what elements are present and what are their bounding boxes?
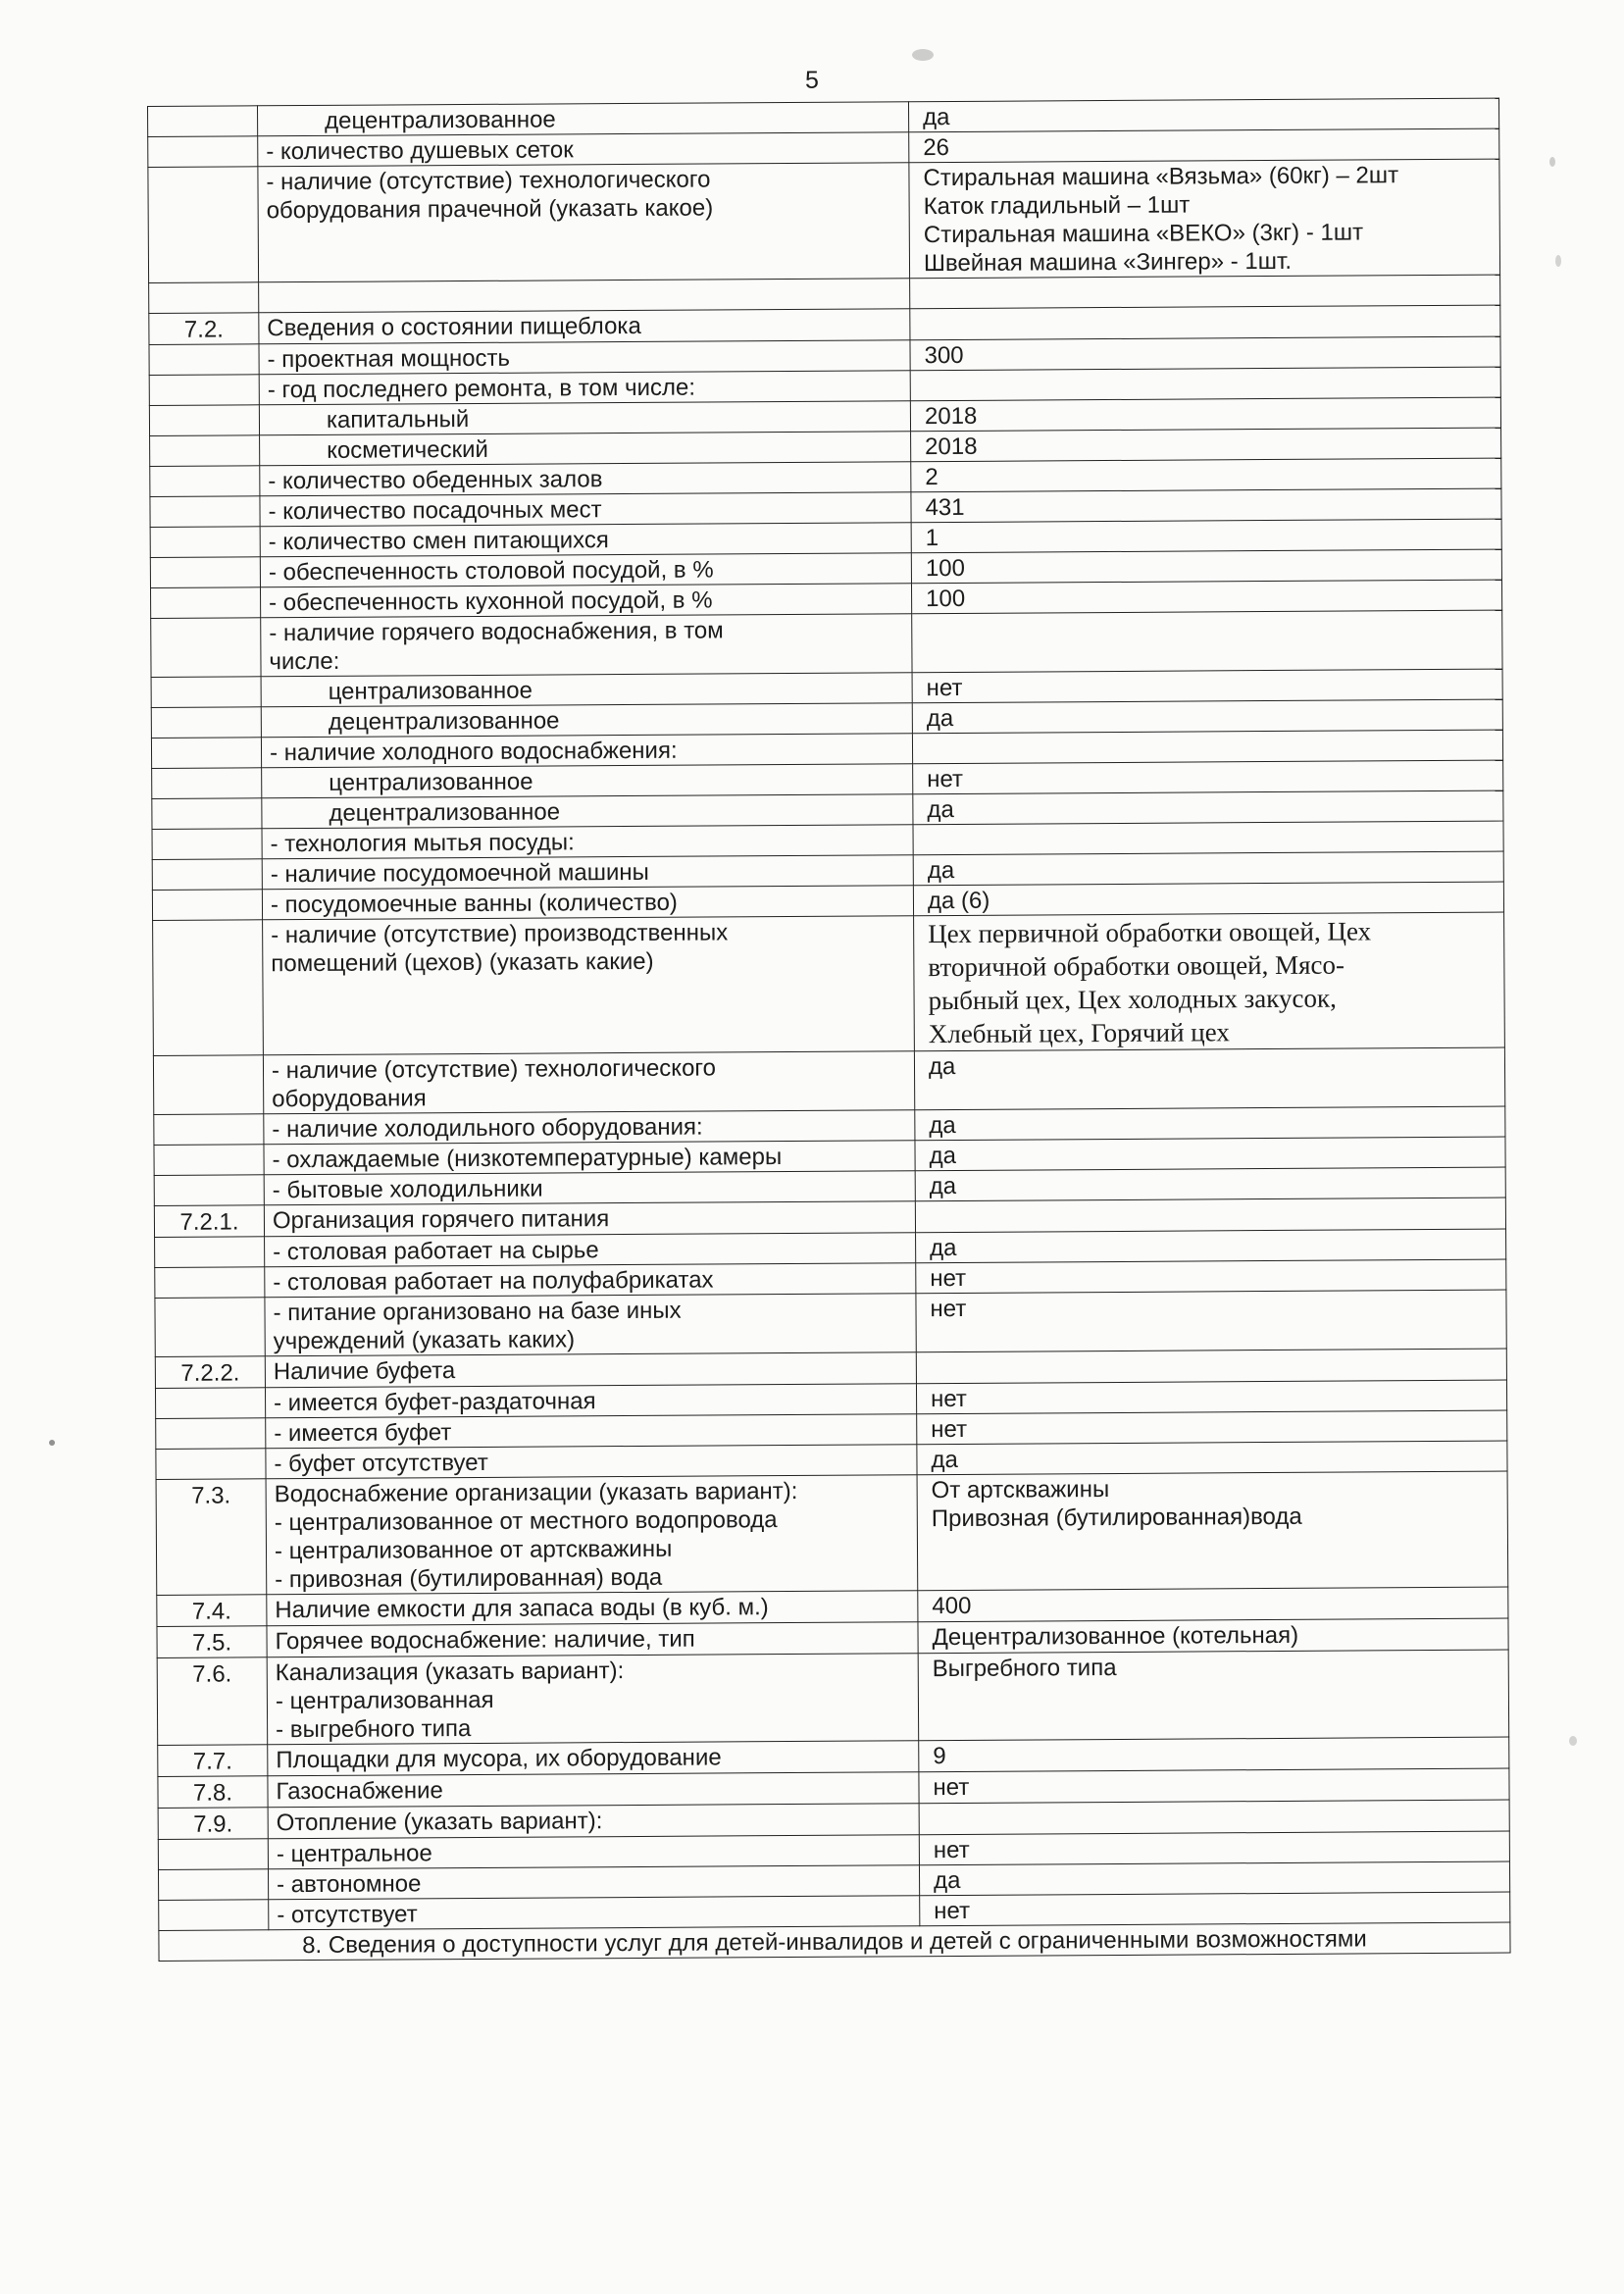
row-value — [913, 882, 1503, 916]
row-number: 7.4. — [157, 1595, 267, 1627]
row-label-line: - посудомоечные ванны (количество) — [270, 889, 678, 919]
row-value — [913, 821, 1503, 855]
row-label — [267, 1622, 918, 1657]
row-label-line: - столовая работает на сырье — [273, 1237, 599, 1266]
row-number — [152, 829, 262, 860]
row-label-line: - наличие (отсутствие) технологического — [271, 1054, 717, 1085]
row-label-line: - бытовые холодильники — [272, 1175, 543, 1204]
row-value-line: нет — [927, 765, 964, 793]
row-label — [262, 825, 913, 859]
row-value-line: 2018 — [925, 433, 978, 461]
scan-speck — [1569, 1736, 1577, 1746]
table-row — [156, 1471, 1508, 1595]
row-label-line: - централизованное от артскважины — [274, 1535, 673, 1565]
row-value — [911, 458, 1501, 492]
row-label-line: Площадки для мусора, их оборудование — [276, 1744, 722, 1774]
row-value-line: Швейная машина «Зингер» - 1шт. — [923, 247, 1293, 278]
table-row — [157, 1650, 1509, 1745]
row-label — [259, 340, 910, 375]
row-label — [261, 673, 912, 707]
row-value-line: нет — [930, 1264, 967, 1293]
row-number — [148, 167, 259, 283]
row-label-line: - наличие холодильного оборудования: — [272, 1113, 703, 1144]
row-label — [268, 1804, 919, 1839]
row-label-line: - наличие посудомоечной машины — [270, 858, 649, 889]
row-number — [150, 435, 260, 467]
row-label — [266, 1445, 917, 1479]
row-label — [262, 855, 913, 890]
row-value-line: да — [923, 104, 950, 131]
row-label-line: - количество душевых сеток — [266, 136, 574, 166]
row-label-line: Газоснабжение — [276, 1777, 443, 1806]
row-value-line: 300 — [924, 341, 964, 370]
row-label-line: - питание организовано на базе иных — [273, 1297, 682, 1327]
row-label-line: - обеспеченность кухонной посудой, в % — [269, 586, 713, 617]
row-value — [915, 1167, 1505, 1201]
row-value-line: 100 — [926, 585, 966, 613]
row-number — [151, 707, 261, 739]
row-label — [261, 614, 912, 677]
row-value-line — [931, 1351, 1498, 1383]
row-number — [150, 557, 260, 588]
row-value — [915, 1106, 1505, 1141]
row-label — [263, 916, 915, 1055]
table-row — [148, 159, 1500, 282]
row-number — [155, 1298, 265, 1357]
scan-speck — [1555, 255, 1561, 267]
row-label — [264, 1171, 915, 1205]
row-label-line: - технология мытья посуды: — [270, 829, 575, 858]
row-value-line — [930, 1199, 1497, 1232]
row-label-line — [267, 280, 901, 312]
row-label — [259, 279, 910, 313]
row-label-line: - охлаждаемые (низкотемпературные) камеры — [272, 1144, 783, 1174]
row-label — [268, 1865, 919, 1900]
row-value-line — [925, 369, 1493, 401]
row-label — [265, 1352, 916, 1388]
row-value — [915, 1198, 1505, 1233]
row-label — [259, 309, 910, 344]
table-row — [153, 912, 1505, 1055]
row-value — [913, 760, 1503, 794]
row-value-line: да — [926, 704, 954, 733]
row-label — [268, 1741, 919, 1776]
row-label-line: - столовая работает на полуфабрикатах — [273, 1266, 714, 1297]
row-value — [918, 1618, 1508, 1654]
row-label-line: - централизованная — [275, 1686, 494, 1715]
row-value-line: Децентрализованное (котельная) — [932, 1621, 1299, 1652]
row-label-line: Отопление (указать вариант): — [276, 1808, 603, 1837]
row-number — [153, 1055, 263, 1115]
row-label-line: централизованное — [328, 677, 533, 705]
row-value-line: 26 — [923, 134, 950, 162]
row-label-line: косметический — [327, 435, 488, 464]
row-value-line: нет — [930, 1295, 967, 1323]
row-label-line: оборудования прачечной (указать какое) — [266, 194, 714, 225]
table-body — [148, 98, 1510, 1930]
row-value — [912, 669, 1502, 703]
row-number — [156, 1418, 266, 1450]
row-value — [919, 1861, 1509, 1896]
row-label-line: Сведения о состоянии пищеблока — [267, 312, 641, 342]
row-label — [261, 584, 912, 618]
row-number — [156, 1449, 266, 1480]
row-label-line: - буфет отсутствует — [274, 1449, 488, 1478]
row-value — [918, 1587, 1508, 1622]
row-value — [916, 1380, 1506, 1414]
row-label-line: - выгребного типа — [276, 1715, 472, 1744]
row-number — [152, 859, 262, 891]
row-value-line: 2018 — [924, 402, 978, 431]
row-value — [911, 428, 1501, 462]
row-label-line: - количество посадочных мест — [268, 496, 602, 526]
row-label — [267, 1654, 919, 1745]
row-value-line — [924, 277, 1492, 309]
row-number — [158, 1839, 268, 1870]
row-label-line: - наличие холодного водоснабжения: — [269, 737, 678, 767]
row-value-line: Стиральная машина «Вязьма» (60кг) – 2шт — [923, 162, 1399, 192]
row-value-line — [927, 823, 1495, 855]
row-label-line: - имеется буфет-раздаточная — [274, 1388, 596, 1417]
row-label-line: Канализация (указать вариант): — [275, 1657, 625, 1687]
row-label-line: - обеспеченность столовой посудой, в % — [268, 556, 714, 586]
row-label-line: Организация горячего питания — [272, 1205, 610, 1235]
row-value — [909, 128, 1499, 163]
row-label — [260, 523, 911, 557]
row-value-line: 400 — [932, 1592, 972, 1620]
scan-speck — [49, 1440, 55, 1446]
row-value-line: да — [927, 795, 954, 824]
table-row — [155, 1290, 1506, 1356]
row-label-line: оборудования — [272, 1085, 427, 1113]
row-value-line: 1 — [925, 525, 939, 552]
row-label — [260, 492, 911, 527]
row-value — [917, 1471, 1508, 1591]
row-value — [916, 1290, 1506, 1352]
row-value — [911, 580, 1501, 614]
row-label-line: - централизованное от местного водопровода — [274, 1506, 778, 1537]
row-number — [150, 466, 260, 497]
row-label-line: учреждений (указать каких) — [273, 1326, 576, 1355]
row-number: 7.2. — [149, 313, 259, 345]
row-label-line: децентрализованное — [325, 106, 556, 134]
row-number — [152, 890, 262, 921]
row-number — [148, 106, 258, 137]
row-label-line: числе: — [269, 647, 340, 676]
row-number — [149, 405, 259, 436]
row-value-line: нет — [926, 674, 963, 702]
row-number — [151, 738, 261, 769]
row-number — [149, 282, 259, 314]
row-value — [919, 1831, 1509, 1865]
row-value — [908, 98, 1498, 132]
table-row — [151, 610, 1502, 677]
row-value — [912, 699, 1502, 734]
row-value-line: рыбный цех, Цех холодных закусок, — [928, 983, 1337, 1016]
row-value — [919, 1737, 1509, 1772]
row-value — [910, 305, 1500, 340]
row-label — [264, 1201, 915, 1237]
row-label — [262, 794, 913, 829]
row-value — [916, 1259, 1506, 1294]
row-value-line: нет — [930, 1385, 967, 1413]
row-label — [264, 1110, 915, 1145]
row-value — [912, 610, 1502, 673]
row-number — [152, 768, 262, 799]
row-number — [151, 677, 261, 708]
row-label-line: децентрализованное — [328, 707, 560, 736]
row-label — [258, 132, 909, 167]
row-value — [910, 275, 1500, 309]
row-value-line: нет — [933, 1773, 970, 1802]
row-number — [154, 1175, 264, 1206]
row-label-line: - количество смен питающихся — [268, 527, 609, 556]
row-number — [148, 136, 258, 168]
row-value-line: Выгребного типа — [932, 1654, 1117, 1683]
row-value-line: да (6) — [927, 887, 990, 915]
row-label-line: Наличие емкости для запаса воды (в куб. м.) — [275, 1594, 769, 1624]
row-number — [149, 375, 259, 406]
row-value-line: Цех первичной обработки овощей, Цех — [928, 916, 1372, 949]
row-label-line: - отсутствует — [277, 1901, 418, 1929]
scan-speck — [1549, 157, 1555, 167]
row-label-line: - наличие (отсутствие) технологического — [266, 166, 711, 196]
row-value — [910, 367, 1500, 401]
row-value — [911, 519, 1501, 553]
row-number: 7.9. — [158, 1808, 268, 1840]
row-number: 7.3. — [156, 1479, 267, 1596]
page-number: 5 — [805, 67, 819, 94]
row-value-line: да — [929, 1142, 956, 1170]
row-label-line: - привозная (бутилированная) вода — [275, 1563, 663, 1594]
row-label-line: - количество обеденных залов — [268, 466, 603, 495]
row-label — [268, 1772, 919, 1808]
row-value — [920, 1892, 1510, 1926]
row-value-line: 431 — [925, 493, 965, 522]
row-value-line: да — [933, 1866, 961, 1895]
row-label-line: Горячее водоснабжение: наличие, тип — [275, 1625, 695, 1656]
row-value — [910, 397, 1500, 432]
row-label — [262, 886, 913, 920]
row-label — [261, 734, 912, 768]
row-value-line: Хлебный цех, Горячий цех — [928, 1017, 1230, 1049]
row-number — [152, 798, 262, 830]
row-label — [262, 764, 913, 798]
row-label — [260, 432, 911, 466]
row-value — [919, 1768, 1509, 1804]
row-label — [268, 1835, 919, 1869]
row-value — [911, 488, 1501, 523]
row-number: 7.2.2. — [155, 1356, 265, 1389]
table-row — [153, 1047, 1504, 1114]
row-number — [151, 618, 261, 678]
row-label — [265, 1384, 916, 1418]
row-label-line: - проектная мощность — [267, 344, 511, 374]
row-label-line: децентрализованное — [329, 798, 561, 827]
row-value — [913, 851, 1503, 886]
row-label-line: - автономное — [276, 1870, 422, 1899]
row-value-line: 100 — [925, 554, 966, 583]
row-number — [154, 1114, 264, 1146]
row-label-line: централизованное — [329, 768, 533, 796]
row-label — [264, 1141, 915, 1175]
row-value — [919, 1800, 1509, 1835]
row-value — [916, 1229, 1506, 1263]
scan-speck — [912, 49, 934, 61]
row-label — [267, 1591, 918, 1626]
info-table — [147, 98, 1511, 1962]
row-label — [260, 462, 911, 496]
row-number: 7.8. — [158, 1776, 268, 1809]
row-value-line: нет — [931, 1415, 968, 1444]
row-label — [258, 102, 909, 136]
row-value-line: да — [931, 1446, 958, 1474]
row-value-line: да — [930, 1234, 957, 1262]
row-value-line: да — [927, 856, 955, 885]
row-number — [154, 1145, 264, 1176]
row-value-line — [926, 612, 1494, 644]
row-number — [151, 587, 261, 619]
row-number — [150, 527, 260, 558]
row-value-line: да — [928, 1052, 956, 1081]
row-value — [909, 159, 1500, 279]
row-value-line: нет — [933, 1836, 970, 1864]
row-value-line: да — [929, 1111, 956, 1140]
row-value — [917, 1410, 1507, 1445]
row-label — [269, 1896, 920, 1930]
row-value-line — [924, 307, 1492, 339]
row-label — [265, 1294, 916, 1356]
row-label-line: Водоснабжение организации (указать вариант): — [274, 1477, 798, 1508]
row-label — [258, 163, 910, 282]
row-value — [918, 1650, 1509, 1741]
row-number — [155, 1237, 265, 1268]
row-value-line: 2 — [925, 464, 939, 491]
row-number: 7.7. — [158, 1745, 268, 1777]
row-value-line: вторичной обработки овощей, Мясо- — [928, 949, 1345, 983]
row-value-line: Стиральная машина «ВЕКО» (3кг) - 1шт — [923, 219, 1364, 249]
row-value — [913, 790, 1503, 825]
row-label-line: Наличие буфета — [273, 1357, 456, 1386]
row-value — [911, 549, 1501, 584]
row-label — [265, 1263, 916, 1298]
row-number — [153, 920, 264, 1056]
row-value-line: От артскважины — [931, 1476, 1110, 1504]
row-label-line: - наличие (отсутствие) производственных — [271, 919, 729, 949]
row-label-line: - наличие горячего водоснабжения, в том — [269, 617, 724, 647]
row-number: 7.5. — [157, 1626, 267, 1658]
row-label — [266, 1475, 918, 1595]
row-number — [155, 1267, 265, 1299]
row-label-line: капитальный — [326, 406, 470, 433]
row-number — [155, 1388, 265, 1419]
row-number — [149, 344, 259, 376]
row-label — [266, 1414, 917, 1449]
row-value-line: Каток гладильный – 1шт — [923, 191, 1191, 221]
row-value-line: да — [929, 1172, 957, 1200]
row-label — [261, 703, 912, 738]
row-value-line — [934, 1802, 1501, 1834]
row-value — [910, 336, 1500, 371]
row-value-line — [927, 732, 1495, 764]
row-label — [265, 1233, 916, 1267]
row-number — [159, 1900, 269, 1931]
row-number — [150, 496, 260, 528]
row-value — [914, 912, 1505, 1051]
row-label — [259, 371, 910, 405]
row-label — [263, 1051, 914, 1114]
row-value — [914, 1047, 1504, 1110]
row-label — [260, 553, 911, 587]
row-label-line: - имеется буфет — [274, 1419, 452, 1448]
row-value-line: нет — [934, 1897, 971, 1925]
row-label-line: - центральное — [276, 1840, 432, 1868]
row-label — [259, 401, 910, 435]
row-value — [912, 730, 1502, 764]
row-value — [916, 1349, 1506, 1384]
row-label-line: помещений (цехов) (указать какие) — [271, 947, 654, 978]
row-label-line: - год последнего ремонта, в том числе: — [267, 374, 696, 404]
row-number: 7.6. — [157, 1657, 268, 1746]
row-value — [917, 1441, 1507, 1475]
row-value-line: 9 — [933, 1743, 946, 1770]
section-8-heading: 8. Сведения о доступности услуг для детей-инвалидов и детей с ограниченными возможностями — [159, 1922, 1510, 1961]
row-value — [915, 1137, 1505, 1171]
row-value-line: Привозная (бутилированная)вода — [931, 1503, 1302, 1533]
row-number — [158, 1869, 268, 1901]
row-number: 7.2.1. — [154, 1205, 264, 1238]
